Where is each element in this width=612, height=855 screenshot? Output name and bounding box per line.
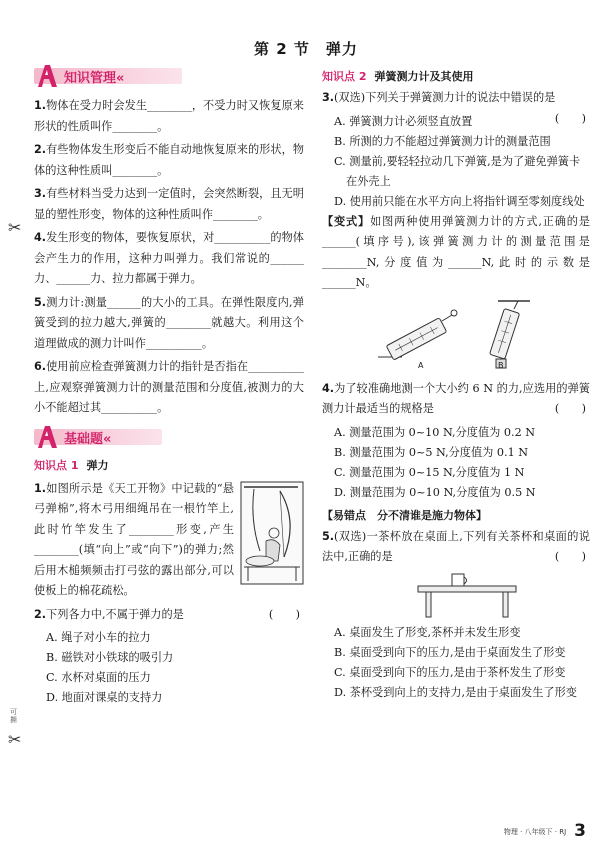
option-b: B. 桌面受到向下的压力,是由于桌面发生了形变 (334, 645, 566, 659)
cup-table-illustration (412, 571, 522, 619)
knowledge-item: 2.有些物体发生形变后不能自动地恢复原来的形状，物体的这种性质叫________。 (34, 143, 304, 177)
tear-label: 可撕 (10, 708, 17, 724)
knowledge-item: 3.有些材料当受力达到一定值时，会突然断裂，且无明显的塑性形变，物体的这种性质叫作________。 (34, 187, 304, 221)
question-2: 2.下列各力中,不属于弹力的是 ( ) (34, 607, 300, 621)
option-a: A. 绳子对小车的拉力 (46, 631, 151, 644)
question-5: 5.(双选)一茶杯放在桌面上,下列有关茶杯和桌面的说法中,正确的是 ( ) (322, 529, 590, 563)
option-d: D. 茶杯受到向上的支持力,是由于桌面发生了形变 (334, 685, 577, 699)
variant-question: 【变式】如图两种使用弹簧测力计的方式,正确的是______(填序号),该弹簧测力计的测量范围是________N,分度值为______N,此时的示数是______N。 (322, 214, 590, 289)
knowledge-item: 1.物体在受力时会发生________，不受力时又恢复原来形状的性质叫作________。 (34, 99, 304, 133)
knowledge-banner (34, 64, 304, 88)
option-c: C. 水杯对桌面的压力 (46, 671, 151, 684)
option-b: B. 磁铁对小铁球的吸引力 (46, 651, 174, 664)
section-title: 第 2 节 弹力 (254, 40, 358, 58)
a-badge-icon (36, 64, 58, 88)
page-footer (504, 819, 586, 841)
spring-scale-illustration (368, 297, 568, 375)
a-badge-icon (36, 425, 58, 449)
option-d: D. 使用前只能在水平方向上将指针调至零刻度线处 (334, 194, 585, 208)
question-3: 3.(双选)下列关于弹簧测力计的说法中错误的是 ( ) (322, 91, 586, 125)
option-c: C. 桌面受到向下的压力,是由于茶杯发生了形变 (334, 665, 566, 679)
footer-text: 物理 · 八年级下 · RJ (503, 828, 567, 836)
cup-on-table-figure (322, 571, 590, 619)
knowledge-point-1: 知识点 1 弹力 (34, 458, 109, 472)
figure-label-b: B (498, 360, 504, 370)
scissors-icon: ✂ (8, 218, 22, 237)
left-column (34, 62, 304, 708)
option-c: C. 测量前,要轻轻拉动几下弹簧,是为了避免弹簧卡在外壳上 (334, 154, 581, 188)
bow-cotton-illustration (240, 481, 304, 585)
basic-banner (34, 425, 304, 449)
right-column (322, 62, 590, 703)
knowledge-point-2: 知识点 2 弹簧测力计及其使用 (322, 70, 474, 83)
question-4: 4.为了较准确地测一个大小约 6 N 的力,应选用的弹簧测力计最适当的规格是 ( ) (322, 381, 590, 415)
figure-label-a: A (418, 360, 424, 370)
knowledge-item: 4.发生形变的物体，要恢复原状，对__________的物体会产生力的作用，这种力叫弹力。我们常说的______力、______力、拉力都属于弹力。 (34, 231, 304, 285)
question-1: 1.如图所示是《天工开物》中记载的“悬弓弹棉”,将木弓用细绳吊在一根竹竿上,此时竹竿发生了________形变,产生________(填“向上”或“向下”)的弹力;然后用木槌频频击打弓弦的露出部分,可以使板上的棉花疏松。 (34, 479, 304, 602)
spring-scale-figure (322, 297, 590, 375)
option-a: A. 弹簧测力计必须竖直放置 (334, 114, 473, 128)
option-b: B. 所测的力不能超过弹簧测力计的测量范围 (334, 134, 551, 148)
scissors-icon: ✂ (8, 730, 22, 749)
option-c: C. 测量范围为 0~15 N,分度值为 1 N (334, 465, 525, 479)
basic-banner-label: 基础题« (64, 431, 112, 447)
option-a: A. 桌面发生了形变,茶杯并未发生形变 (334, 625, 521, 639)
knowledge-item: 6.使用前应检查弹簧测力计的指针是否指在__________上,应观察弹簧测力计的测量范围和分度值,被测力的大小不能超过其__________。 (34, 360, 304, 414)
knowledge-item: 5.测力计:测量______的大小的工具。在弹性限度内,弹簧受到的拉力越大,弹簧的________就越大。利用这个道理做成的测力计叫作__________。 (34, 295, 304, 350)
knowledge-banner-label: 知识管理« (64, 71, 125, 86)
option-b: B. 测量范围为 0~5 N,分度值为 0.1 N (334, 445, 529, 459)
option-d: D. 地面对课桌的支持力 (46, 691, 163, 704)
option-d: D. 测量范围为 0~10 N,分度值为 0.5 N (334, 485, 536, 499)
option-a: A. 测量范围为 0~10 N,分度值为 0.2 N (334, 425, 536, 439)
page-number: 3 (574, 821, 586, 841)
error-prone-label: 【易错点 分不清谁是施力物体】 (322, 508, 487, 522)
